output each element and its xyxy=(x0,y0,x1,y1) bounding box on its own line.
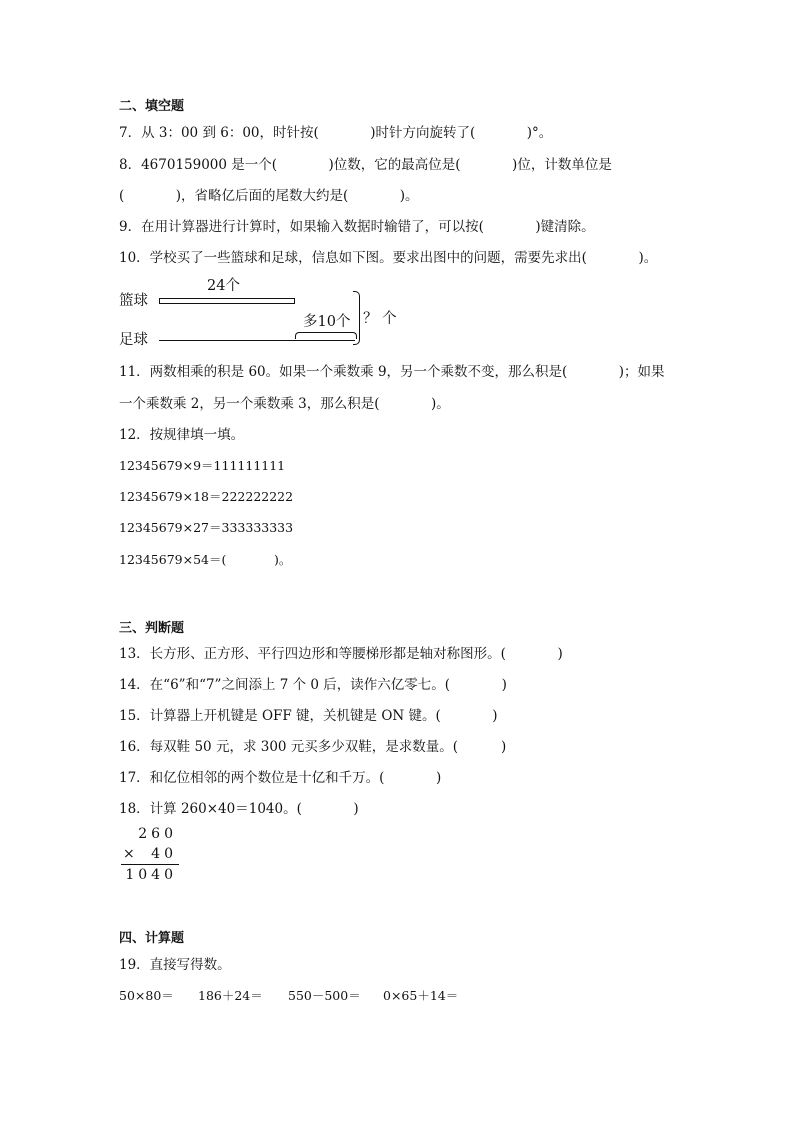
question-14: 14．在“6”和“7”之间添上 7 个 0 后，读作六亿零七。( ) xyxy=(119,677,507,693)
calc-item-3: 550－500＝ xyxy=(288,988,361,1003)
question-11-line-1: 11．两数相乘的积是 60。如果一个乘数乘 9，另一个乘数不变，那么积是( )；如果 xyxy=(119,364,665,380)
calc-item-4: 0×65＋14＝ xyxy=(383,988,459,1003)
football-label: 足球 xyxy=(119,332,148,348)
pattern-line-2: 12345679×18＝222222222 xyxy=(119,489,294,504)
vertical-multiplication xyxy=(119,826,189,886)
question-19: 19．直接写得数。 xyxy=(119,957,231,973)
pattern-line-4: 12345679×54＝( )。 xyxy=(119,552,292,567)
question-18: 18．计算 260×40＝1040。( ) xyxy=(119,801,359,817)
question-11-line-2: 一个乘数乘 2，另一个乘数乘 3，那么积是( )。 xyxy=(119,396,450,412)
pattern-line-1: 12345679×9＝111111111 xyxy=(119,458,286,473)
question-9: 9．在用计算器进行计算时，如果输入数据时输错了，可以按( )键清除。 xyxy=(119,219,595,235)
basketball-segment xyxy=(159,298,295,304)
question-16: 16．每双鞋 50 元，求 300 元买多少双鞋，是求数量。( ) xyxy=(119,739,507,755)
difference-label: 多10个 xyxy=(303,314,351,330)
football-segment xyxy=(159,340,355,341)
question-10: 10．学校买了一些篮球和足球，信息如下图。要求出图中的问题，需要先求出( )。 xyxy=(119,250,658,266)
total-brace xyxy=(353,291,360,345)
segment-diagram xyxy=(119,276,419,352)
question-17: 17．和亿位相邻的两个数位是十亿和千万。( ) xyxy=(119,770,442,786)
section-heading-judge: 三、判断题 xyxy=(119,621,185,636)
product: 1040 xyxy=(125,867,177,883)
multiplicand: 260 xyxy=(138,826,177,842)
difference-brace xyxy=(295,332,357,339)
basketball-label: 篮球 xyxy=(119,293,148,309)
question-15: 15．计算器上开机键是 OFF 键，关机键是 ON 键。( ) xyxy=(119,708,498,724)
calc-item-1: 50×80＝ xyxy=(119,988,174,1003)
question-12: 12．按规律填一填。 xyxy=(119,427,245,443)
question-13: 13．长方形、正方形、平行四边形和等腰梯形都是轴对称图形。( ) xyxy=(119,646,563,662)
question-8-line-1: 8．4670159000 是一个( )位数，它的最高位是( )位，计数单位是 xyxy=(119,157,612,173)
calc-item-2: 186＋24＝ xyxy=(198,988,263,1003)
section-heading-fill: 二、填空题 xyxy=(119,99,185,114)
section-heading-calc: 四、计算题 xyxy=(119,931,185,946)
multiplier: 40 xyxy=(151,846,177,862)
pattern-line-3: 12345679×27＝333333333 xyxy=(119,520,294,535)
question-8-line-2: ( )，省略亿后面的尾数大约是( )。 xyxy=(119,188,419,204)
calc-rule xyxy=(121,864,179,865)
basketball-count-label: 24个 xyxy=(207,278,240,294)
question-mark-label: ？ 个 xyxy=(363,311,397,327)
times-sign: × xyxy=(123,846,135,862)
question-7: 7．从 3：00 到 6：00，时针按( )时针方向旋转了( )°。 xyxy=(119,125,553,141)
